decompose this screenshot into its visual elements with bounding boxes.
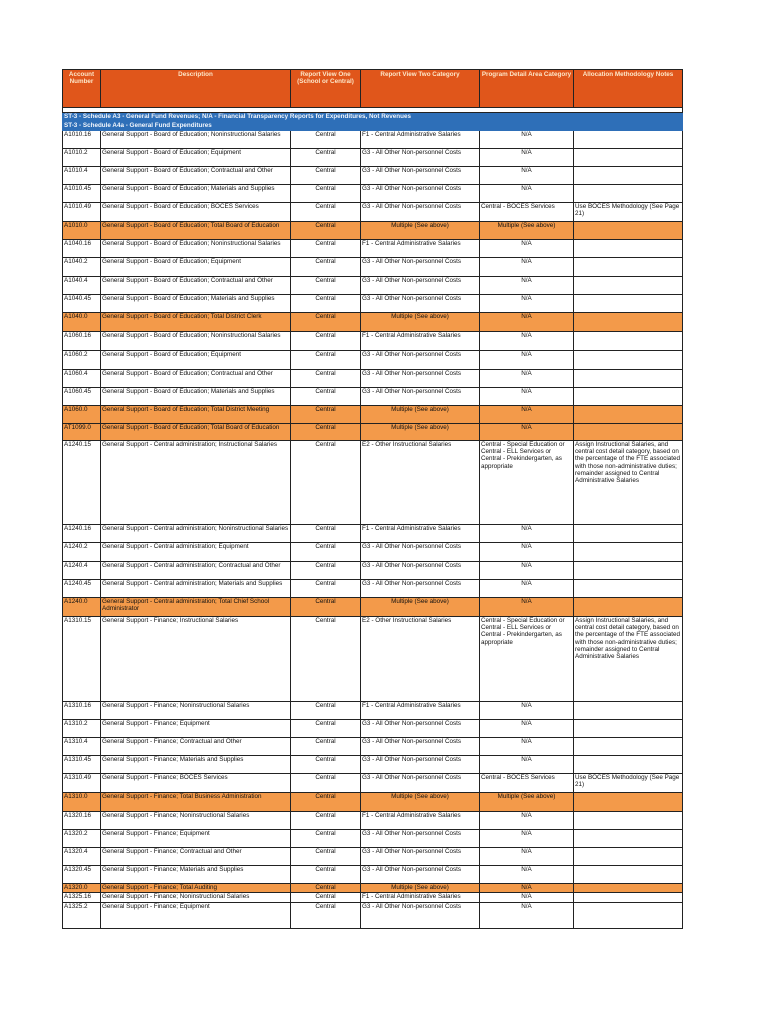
report-view-two-cell: G3 - All Other Non-personnel Costs	[361, 756, 480, 774]
description-cell: General Support - Finance; Materials and Supplies	[101, 866, 291, 884]
allocation-notes-cell	[574, 370, 683, 388]
total-row	[63, 406, 683, 424]
description-cell: General Support - Board of Education; Contractual and Other	[101, 370, 291, 388]
account-number-cell: A1310.2	[63, 720, 101, 738]
report-view-one-cell: Central	[291, 793, 361, 812]
table-row	[63, 848, 683, 866]
header-report-view-one: Report View One (School or Central)	[291, 70, 361, 108]
report-view-one-cell: Central	[291, 370, 361, 388]
report-view-one-cell: Central	[291, 598, 361, 617]
report-view-two-cell: G3 - All Other Non-personnel Costs	[361, 774, 480, 793]
allocation-notes-cell	[574, 277, 683, 295]
report-view-one-cell: Central	[291, 131, 361, 149]
description-cell: General Support - Board of Education; Equipment	[101, 149, 291, 167]
report-view-one-cell: Central	[291, 738, 361, 756]
total-row	[63, 884, 683, 893]
allocation-notes-cell	[574, 598, 683, 617]
program-detail-cell: N/A	[480, 756, 574, 774]
report-view-one-cell: Central	[291, 617, 361, 702]
report-view-one-cell: Central	[291, 222, 361, 240]
table-row	[63, 441, 683, 525]
description-cell: General Support - Board of Education; Contractual and Other	[101, 167, 291, 185]
report-view-one-cell: Central	[291, 406, 361, 424]
description-cell: General Support - Finance; Contractual and Other	[101, 848, 291, 866]
program-detail-cell: N/A	[480, 812, 574, 830]
report-view-one-cell: Central	[291, 149, 361, 167]
program-detail-cell: N/A	[480, 598, 574, 617]
report-view-two-cell: E2 - Other Instructional Salaries	[361, 441, 480, 525]
program-detail-cell: Multiple (See above)	[480, 793, 574, 812]
description-cell: General Support - Central administration; Total Chief School Administrator	[101, 598, 291, 617]
program-detail-cell: N/A	[480, 277, 574, 295]
header-account-number: Account Number	[63, 70, 101, 108]
allocation-notes-cell	[574, 793, 683, 812]
description-cell: General Support - Board of Education; Equipment	[101, 351, 291, 370]
report-view-one-cell: Central	[291, 702, 361, 720]
allocation-notes-cell	[574, 702, 683, 720]
allocation-notes-cell	[574, 893, 683, 903]
allocation-notes-cell	[574, 884, 683, 893]
program-detail-cell: Central - BOCES Services	[480, 203, 574, 222]
program-detail-cell: N/A	[480, 388, 574, 406]
allocation-notes-cell: Assign Instructional Salaries, and central cost detail category, based on the percentage of the FTE associated with those non-administrative duties; remainder assigned to Central Administrative Salaries	[574, 617, 683, 702]
description-cell: General Support - Board of Education; Noninstructional Salaries	[101, 240, 291, 258]
report-view-two-cell: G3 - All Other Non-personnel Costs	[361, 149, 480, 167]
report-view-two-cell: G3 - All Other Non-personnel Costs	[361, 562, 480, 580]
account-number-cell: A1060.2	[63, 351, 101, 370]
account-number-cell: A1325.2	[63, 903, 101, 929]
header-report-view-two: Report View Two Category	[361, 70, 480, 108]
program-detail-cell: N/A	[480, 406, 574, 424]
account-number-cell: A1040.0	[63, 313, 101, 332]
allocation-notes-cell	[574, 131, 683, 149]
total-row	[63, 598, 683, 617]
account-number-cell: A1010.49	[63, 203, 101, 222]
total-row	[63, 222, 683, 240]
account-number-cell: A1040.4	[63, 277, 101, 295]
section-header-revenues	[63, 113, 683, 122]
report-view-one-cell: Central	[291, 332, 361, 351]
report-view-two-cell: F1 - Central Administrative Salaries	[361, 525, 480, 543]
table-row	[63, 738, 683, 756]
allocation-notes-cell	[574, 738, 683, 756]
account-number-cell: A1060.45	[63, 388, 101, 406]
report-view-one-cell: Central	[291, 848, 361, 866]
allocation-notes-cell	[574, 424, 683, 441]
report-view-two-cell: G3 - All Other Non-personnel Costs	[361, 277, 480, 295]
allocation-notes-cell	[574, 167, 683, 185]
allocation-notes-cell	[574, 562, 683, 580]
account-number-cell: AT1099.0	[63, 424, 101, 441]
account-number-cell: A1320.0	[63, 884, 101, 893]
table-row	[63, 167, 683, 185]
report-view-one-cell: Central	[291, 351, 361, 370]
allocation-notes-cell	[574, 240, 683, 258]
description-cell: General Support - Board of Education; Materials and Supplies	[101, 388, 291, 406]
description-cell: General Support - Board of Education; Total District Clerk	[101, 313, 291, 332]
allocation-notes-cell	[574, 222, 683, 240]
account-number-cell: A1040.16	[63, 240, 101, 258]
report-view-two-cell: G3 - All Other Non-personnel Costs	[361, 370, 480, 388]
account-number-cell: A1060.4	[63, 370, 101, 388]
table-row	[63, 131, 683, 149]
allocation-notes-cell	[574, 756, 683, 774]
table-row	[63, 720, 683, 738]
program-detail-cell: N/A	[480, 131, 574, 149]
program-detail-cell: N/A	[480, 295, 574, 313]
description-cell: General Support - Finance; BOCES Services	[101, 774, 291, 793]
report-view-two-cell: F1 - Central Administrative Salaries	[361, 702, 480, 720]
report-view-one-cell: Central	[291, 525, 361, 543]
description-cell: General Support - Finance; Total Auditing	[101, 884, 291, 893]
account-number-cell: A1240.2	[63, 543, 101, 562]
description-cell: General Support - Board of Education; Total Board of Education	[101, 222, 291, 240]
table-row	[63, 543, 683, 562]
table-row	[63, 893, 683, 903]
description-cell: General Support - Board of Education; Noninstructional Salaries	[101, 131, 291, 149]
table-row	[63, 562, 683, 580]
program-detail-cell: Central - BOCES Services	[480, 774, 574, 793]
report-view-one-cell: Central	[291, 167, 361, 185]
program-detail-cell: N/A	[480, 893, 574, 903]
program-detail-cell: N/A	[480, 543, 574, 562]
report-view-one-cell: Central	[291, 295, 361, 313]
allocation-notes-cell	[574, 720, 683, 738]
allocation-notes-cell	[574, 388, 683, 406]
table-row	[63, 351, 683, 370]
program-detail-cell: Central - Special Education or Central - ELL Services or Central - Prekindergarten, as appropriate	[480, 617, 574, 702]
report-view-one-cell: Central	[291, 774, 361, 793]
report-view-one-cell: Central	[291, 388, 361, 406]
program-detail-cell: N/A	[480, 351, 574, 370]
total-row	[63, 424, 683, 441]
program-detail-cell: N/A	[480, 562, 574, 580]
report-view-two-cell: Multiple (See above)	[361, 793, 480, 812]
allocation-notes-cell	[574, 525, 683, 543]
report-view-one-cell: Central	[291, 441, 361, 525]
description-cell: General Support - Finance; Total Business Administration	[101, 793, 291, 812]
program-detail-cell: N/A	[480, 580, 574, 598]
report-view-one-cell: Central	[291, 240, 361, 258]
program-detail-cell: N/A	[480, 185, 574, 203]
table-row	[63, 332, 683, 351]
account-number-cell: A1060.0	[63, 406, 101, 424]
report-view-two-cell: G3 - All Other Non-personnel Costs	[361, 543, 480, 562]
program-detail-cell: N/A	[480, 424, 574, 441]
description-cell: General Support - Central administration; Noninstructional Salaries	[101, 525, 291, 543]
account-number-cell: A1240.16	[63, 525, 101, 543]
description-cell: General Support - Finance; Noninstructional Salaries	[101, 702, 291, 720]
table-row	[63, 812, 683, 830]
report-view-one-cell: Central	[291, 903, 361, 929]
account-number-cell: A1240.4	[63, 562, 101, 580]
report-view-two-cell: E2 - Other Instructional Salaries	[361, 617, 480, 702]
report-view-two-cell: G3 - All Other Non-personnel Costs	[361, 258, 480, 277]
table-row	[63, 830, 683, 848]
account-number-cell: A1320.2	[63, 830, 101, 848]
report-view-two-cell: G3 - All Other Non-personnel Costs	[361, 185, 480, 203]
program-detail-cell: N/A	[480, 149, 574, 167]
account-mapping-table	[62, 69, 683, 929]
description-cell: General Support - Board of Education; Equipment	[101, 258, 291, 277]
header-allocation-notes: Allocation Methodology Notes	[574, 70, 683, 108]
report-view-one-cell: Central	[291, 424, 361, 441]
account-number-cell: A1325.16	[63, 893, 101, 903]
report-view-one-cell: Central	[291, 203, 361, 222]
account-number-cell: A1310.16	[63, 702, 101, 720]
description-cell: General Support - Central administration; Contractual and Other	[101, 562, 291, 580]
description-cell: General Support - Finance; Equipment	[101, 830, 291, 848]
section-label: ST-3 - Schedule A4a - General Fund Expenditures	[63, 122, 683, 131]
report-view-one-cell: Central	[291, 258, 361, 277]
program-detail-cell: N/A	[480, 848, 574, 866]
report-view-two-cell: G3 - All Other Non-personnel Costs	[361, 580, 480, 598]
program-detail-cell: N/A	[480, 167, 574, 185]
account-number-cell: A1240.15	[63, 441, 101, 525]
allocation-notes-cell	[574, 185, 683, 203]
program-detail-cell: Multiple (See above)	[480, 222, 574, 240]
table-row	[63, 258, 683, 277]
report-view-two-cell: G3 - All Other Non-personnel Costs	[361, 720, 480, 738]
allocation-notes-cell	[574, 351, 683, 370]
allocation-notes-cell	[574, 812, 683, 830]
section-header-expenditures	[63, 122, 683, 131]
program-detail-cell: N/A	[480, 370, 574, 388]
program-detail-cell: N/A	[480, 258, 574, 277]
description-cell: General Support - Finance; Noninstructional Salaries	[101, 812, 291, 830]
allocation-notes-cell	[574, 543, 683, 562]
account-number-cell: A1240.45	[63, 580, 101, 598]
table-row	[63, 617, 683, 702]
report-view-two-cell: Multiple (See above)	[361, 424, 480, 441]
report-view-two-cell: G3 - All Other Non-personnel Costs	[361, 388, 480, 406]
report-view-two-cell: G3 - All Other Non-personnel Costs	[361, 848, 480, 866]
report-view-two-cell: G3 - All Other Non-personnel Costs	[361, 295, 480, 313]
description-cell: General Support - Central administration; Materials and Supplies	[101, 580, 291, 598]
description-cell: General Support - Board of Education; Contractual and Other	[101, 277, 291, 295]
report-view-one-cell: Central	[291, 830, 361, 848]
description-cell: General Support - Finance; Materials and Supplies	[101, 756, 291, 774]
description-cell: General Support - Finance; Equipment	[101, 720, 291, 738]
program-detail-cell: Central - Special Education or Central - ELL Services or Central - Prekindergarten, as appropriate	[480, 441, 574, 525]
description-cell: General Support - Finance; Contractual and Other	[101, 738, 291, 756]
description-cell: General Support - Board of Education; Total Board of Education	[101, 424, 291, 441]
report-view-one-cell: Central	[291, 756, 361, 774]
account-number-cell: A1320.45	[63, 866, 101, 884]
report-view-one-cell: Central	[291, 580, 361, 598]
table-row	[63, 774, 683, 793]
report-view-two-cell: Multiple (See above)	[361, 884, 480, 893]
table-row	[63, 295, 683, 313]
account-number-cell: A1310.45	[63, 756, 101, 774]
table-row	[63, 388, 683, 406]
report-view-one-cell: Central	[291, 313, 361, 332]
account-number-cell: A1010.2	[63, 149, 101, 167]
program-detail-cell: N/A	[480, 313, 574, 332]
report-view-two-cell: Multiple (See above)	[361, 222, 480, 240]
report-view-one-cell: Central	[291, 543, 361, 562]
allocation-notes-cell	[574, 406, 683, 424]
report-view-one-cell: Central	[291, 893, 361, 903]
report-view-two-cell: G3 - All Other Non-personnel Costs	[361, 738, 480, 756]
account-number-cell: A1320.16	[63, 812, 101, 830]
description-cell: General Support - Board of Education; BOCES Services	[101, 203, 291, 222]
report-view-one-cell: Central	[291, 884, 361, 893]
report-view-two-cell: G3 - All Other Non-personnel Costs	[361, 203, 480, 222]
report-view-one-cell: Central	[291, 185, 361, 203]
table-row	[63, 756, 683, 774]
report-view-two-cell: F1 - Central Administrative Salaries	[361, 893, 480, 903]
report-view-two-cell: G3 - All Other Non-personnel Costs	[361, 830, 480, 848]
description-cell: General Support - Board of Education; Materials and Supplies	[101, 295, 291, 313]
allocation-notes-cell	[574, 258, 683, 277]
header-description: Description	[101, 70, 291, 108]
report-view-two-cell: Multiple (See above)	[361, 598, 480, 617]
description-cell: General Support - Finance; Equipment	[101, 903, 291, 929]
account-number-cell: A1010.45	[63, 185, 101, 203]
section-label: ST-3 - Schedule A3 - General Fund Revenues; N/A - Financial Transparency Reports for Expenditures, Not Revenues	[63, 113, 683, 122]
allocation-notes-cell	[574, 313, 683, 332]
table-row	[63, 525, 683, 543]
report-view-two-cell: Multiple (See above)	[361, 313, 480, 332]
table-row	[63, 240, 683, 258]
program-detail-cell: N/A	[480, 903, 574, 929]
report-view-one-cell: Central	[291, 277, 361, 295]
table-row	[63, 370, 683, 388]
account-number-cell: A1310.15	[63, 617, 101, 702]
allocation-notes-cell	[574, 848, 683, 866]
table-row	[63, 903, 683, 929]
account-number-cell: A1310.0	[63, 793, 101, 812]
account-number-cell: A1310.49	[63, 774, 101, 793]
report-view-two-cell: F1 - Central Administrative Salaries	[361, 240, 480, 258]
table-row	[63, 185, 683, 203]
report-view-two-cell: Multiple (See above)	[361, 406, 480, 424]
allocation-notes-cell	[574, 295, 683, 313]
program-detail-cell: N/A	[480, 720, 574, 738]
allocation-notes-cell	[574, 149, 683, 167]
allocation-notes-cell: Use BOCES Methodology (See Page 21)	[574, 774, 683, 793]
report-view-two-cell: G3 - All Other Non-personnel Costs	[361, 866, 480, 884]
allocation-notes-cell: Assign Instructional Salaries, and central cost detail category, based on the percentage of the FTE associated with those non-administrative duties; remainder assigned to Central Administrative Salaries	[574, 441, 683, 525]
allocation-notes-cell	[574, 866, 683, 884]
table-row	[63, 277, 683, 295]
report-view-two-cell: F1 - Central Administrative Salaries	[361, 812, 480, 830]
program-detail-cell: N/A	[480, 525, 574, 543]
account-number-cell: A1060.16	[63, 332, 101, 351]
program-detail-cell: N/A	[480, 866, 574, 884]
report-view-one-cell: Central	[291, 562, 361, 580]
account-number-cell: A1240.0	[63, 598, 101, 617]
program-detail-cell: N/A	[480, 240, 574, 258]
report-view-one-cell: Central	[291, 720, 361, 738]
table-row	[63, 866, 683, 884]
allocation-notes-cell	[574, 903, 683, 929]
program-detail-cell: N/A	[480, 738, 574, 756]
report-view-two-cell: F1 - Central Administrative Salaries	[361, 332, 480, 351]
table-row	[63, 702, 683, 720]
allocation-notes-cell	[574, 580, 683, 598]
description-cell: General Support - Finance; Instructional Salaries	[101, 617, 291, 702]
header-program-detail: Program Detail Area Category	[480, 70, 574, 108]
header-row	[63, 70, 683, 108]
program-detail-cell: N/A	[480, 884, 574, 893]
account-number-cell: A1010.0	[63, 222, 101, 240]
program-detail-cell: N/A	[480, 830, 574, 848]
account-number-cell: A1040.2	[63, 258, 101, 277]
table-row	[63, 149, 683, 167]
description-cell: General Support - Board of Education; Materials and Supplies	[101, 185, 291, 203]
description-cell: General Support - Board of Education; Total District Meeting	[101, 406, 291, 424]
description-cell: General Support - Central administration; Equipment	[101, 543, 291, 562]
report-view-two-cell: G3 - All Other Non-personnel Costs	[361, 903, 480, 929]
report-view-two-cell: F1 - Central Administrative Salaries	[361, 131, 480, 149]
account-number-cell: A1320.4	[63, 848, 101, 866]
total-row	[63, 313, 683, 332]
spreadsheet-page	[62, 69, 682, 929]
table-row	[63, 203, 683, 222]
description-cell: General Support - Central administration; Instructional Salaries	[101, 441, 291, 525]
allocation-notes-cell	[574, 830, 683, 848]
account-number-cell: A1010.16	[63, 131, 101, 149]
allocation-notes-cell: Use BOCES Methodology (See Page 21)	[574, 203, 683, 222]
allocation-notes-cell	[574, 332, 683, 351]
report-view-one-cell: Central	[291, 866, 361, 884]
description-cell: General Support - Board of Education; Noninstructional Salaries	[101, 332, 291, 351]
report-view-two-cell: G3 - All Other Non-personnel Costs	[361, 167, 480, 185]
total-row	[63, 793, 683, 812]
table-row	[63, 580, 683, 598]
report-view-two-cell: G3 - All Other Non-personnel Costs	[361, 351, 480, 370]
account-number-cell: A1310.4	[63, 738, 101, 756]
program-detail-cell: N/A	[480, 332, 574, 351]
program-detail-cell: N/A	[480, 702, 574, 720]
description-cell: General Support - Finance; Noninstructional Salaries	[101, 893, 291, 903]
report-view-one-cell: Central	[291, 812, 361, 830]
account-number-cell: A1010.4	[63, 167, 101, 185]
account-number-cell: A1040.45	[63, 295, 101, 313]
